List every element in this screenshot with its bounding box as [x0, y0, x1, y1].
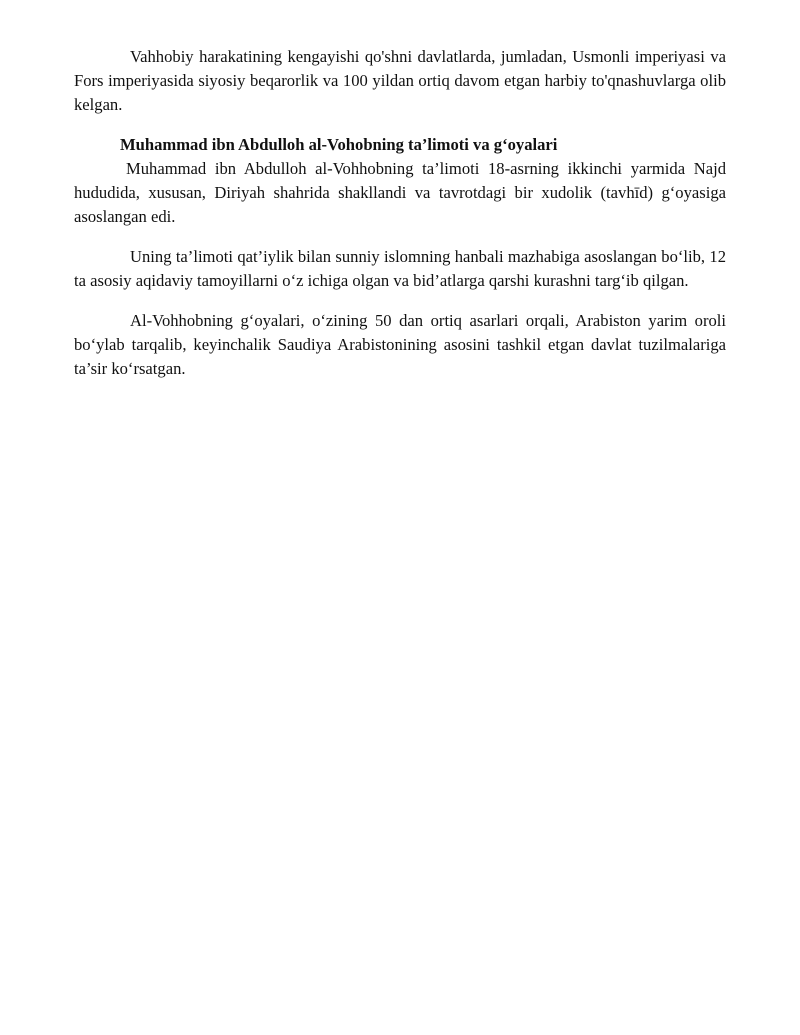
section-paragraph-3: Al-Vohhobning g‘oyalari, o‘zining 50 dan ortiq asarlari orqali, Arabiston yarim oroli bo‘ylab tarqalib, keyinchalik Saudiya Arabistonining asosini tashkil etgan davlat tuzilmalariga ta’sir ko‘rsatgan. — [74, 311, 726, 378]
section-paragraph-1: Muhammad ibn Abdulloh al-Vohhobning ta’limoti 18-asrning ikkinchi yarmida Najd hududida, xususan, Diriyah shahrida shakllandi va tavrotdagi bir xudolik (tavhīd) g‘oyasiga asoslangan edi. — [74, 159, 726, 226]
document-body — [74, 45, 726, 381]
section-heading: Muhammad ibn Abdulloh al-Vohobning ta’limoti va g‘oyalari — [120, 135, 558, 154]
section-paragraph-2: Uning ta’limoti qat’iylik bilan sunniy islomning hanbali mazhabiga asoslangan bo‘lib, 12 ta asosiy aqidaviy tamoyillarni o‘z ichiga olgan va bid’atlarga qarshi kurashni targ‘ib qilgan. — [74, 247, 726, 290]
intro-paragraph: Vahhobiy harakatining kengayishi qo'shni davlatlarda, jumladan, Usmonli imperiyasi va Fors imperiyasida siyosiy beqarorlik va 100 yildan ortiq davom etgan harbiy to'qnashuvlarga olib kelgan. — [74, 47, 726, 114]
